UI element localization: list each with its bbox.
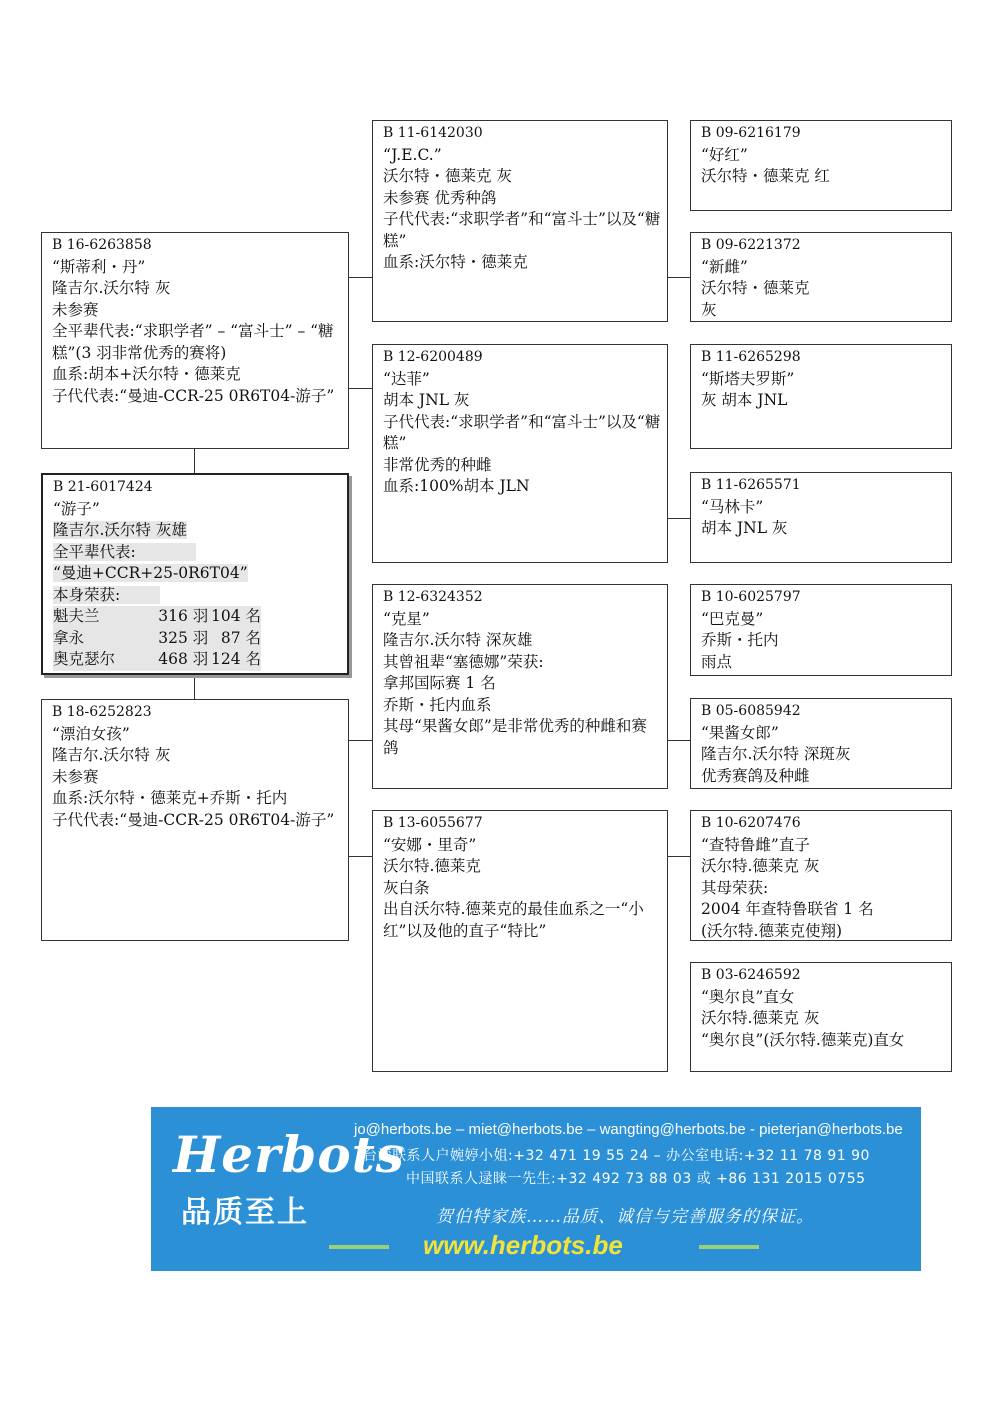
detail-line: 未参赛 [52, 300, 99, 319]
honors-label [53, 585, 341, 607]
detail-line: 隆吉尔.沃尔特 深斑灰 [701, 745, 851, 763]
detail-line: 乔斯・托内 [701, 631, 779, 649]
connector-line [348, 277, 372, 278]
detail-line: 子代代表:“求职学者”和“富斗士”以及“糖糕” [383, 210, 661, 250]
detail-line: “奥尔良”(沃尔特.德莱克)直女 [701, 1030, 905, 1049]
grandparent-card [372, 810, 668, 1072]
detail-line: 血系:100%胡本 JLN [383, 477, 530, 495]
ring-number: B 03-6246592 [701, 967, 801, 983]
subject-card [41, 473, 349, 675]
connector-line [194, 449, 195, 473]
detail-line: 灰 胡本 JNL [701, 391, 788, 409]
pigeon-name: “斯蒂利・丹” [52, 257, 146, 276]
detail-line: 灰白条 [383, 878, 430, 897]
detail-line: (沃尔特.德莱克使翔) [701, 921, 843, 940]
great-grandparent-card [690, 810, 952, 941]
detail-line: 出自沃尔特.德莱克的最佳血系之一“小红”以及他的直子“特比” [383, 900, 644, 940]
herbots-banner [151, 1107, 921, 1271]
detail-line: 全平辈代表:“求职学者” – “富斗士” – “糖糕”(3 羽非常优秀的赛将) [52, 322, 334, 362]
banner-motto: 贺伯特家族……品质、诚信与完善服务的保证。 [436, 1207, 814, 1227]
pigeon-name: “巴克曼” [701, 609, 764, 628]
detail-line: 血系:胡本+沃尔特・德莱克 [52, 365, 241, 383]
pigeon-name: “J.E.C.” [383, 145, 442, 164]
ring-number: B 13-6055677 [383, 815, 483, 831]
detail-line: 胡本 JNL 灰 [383, 391, 470, 409]
grandparent-card [372, 120, 668, 322]
banner-slogan: 品质至上 [181, 1195, 309, 1230]
pigeon-name: “游子” [53, 499, 100, 518]
honor-place: 魁夫兰 [53, 607, 100, 625]
pigeon-name: “新雌” [701, 257, 748, 276]
great-grandparent-card [690, 472, 952, 563]
sibling-value-text: “曼迪+CCR+25-0R6T04” [53, 564, 248, 582]
detail-line: 血系:沃尔特・德莱克+乔斯・托内 [52, 789, 288, 807]
detail-line: 血系:沃尔特・德莱克 [383, 253, 528, 271]
honor-place: 拿永 [53, 628, 85, 647]
contact-emails[interactable]: jo@herbots.be – miet@herbots.be – wangting@herbots.be - pieterjan@herbots.be [354, 1121, 903, 1138]
detail-line: 雨点 [701, 652, 733, 671]
taiwan-contact: 台湾联系人户婉婷小姐:+32 471 19 55 24 – 办公室电话:+32 11 78 91 90 [363, 1148, 870, 1164]
detail-line: 沃尔特・德莱克 灰 [383, 167, 512, 185]
detail-line: 隆吉尔.沃尔特 深灰雄 [383, 631, 533, 649]
herbots-logo: Herbots [173, 1125, 405, 1184]
connector-line [348, 388, 372, 389]
pigeon-name: “查特鲁雌”直子 [701, 835, 810, 854]
pigeon-name: “果酱女郎” [701, 723, 779, 742]
dam-card [41, 699, 349, 941]
detail-line: 子代代表:“求职学者”和“富斗士”以及“糖糕” [383, 412, 661, 452]
honor-place: 奥克瑟尔 [53, 650, 116, 668]
great-grandparent-card [690, 232, 952, 322]
ring-number: B 10-6025797 [701, 589, 801, 605]
pigeon-name: “达菲” [383, 369, 430, 388]
honor-rank: 124 名 [210, 650, 261, 668]
detail-line: 沃尔特.德莱克 灰 [701, 1009, 820, 1027]
detail-line: 未参赛 优秀种鸽 [383, 188, 497, 207]
pigeon-name: “克星” [383, 609, 430, 628]
ring-number: B 11-6265298 [701, 349, 801, 365]
honor-birds: 325 羽 [158, 628, 209, 647]
great-grandparent-card [690, 962, 952, 1072]
honor-rank: 104 名 [210, 607, 261, 625]
ring-number: B 11-6142030 [383, 125, 483, 141]
great-grandparent-card [690, 584, 952, 676]
sibling-label [53, 542, 341, 564]
connector-line [668, 740, 690, 741]
decorative-line-right [699, 1245, 759, 1249]
china-contact: 中国联系人逯睐一先生:+32 492 73 88 03 或 +86 131 2015 0755 [406, 1171, 866, 1187]
detail-line: 胡本 JNL 灰 [701, 519, 788, 537]
honor-birds: 468 羽 [158, 650, 209, 668]
pigeon-name: “奥尔良”直女 [701, 987, 795, 1006]
detail-line: 乔斯・托内血系 [383, 695, 492, 714]
pigeon-name: “好红” [701, 145, 748, 164]
decorative-line-left [329, 1245, 389, 1249]
ring-number: B 21-6017424 [53, 479, 153, 495]
ring-number: B 09-6216179 [701, 125, 801, 141]
detail-line: 灰 [701, 300, 717, 319]
ring-number: B 12-6200489 [383, 349, 483, 365]
ring-number: B 12-6324352 [383, 589, 483, 605]
detail-line: 沃尔特.德莱克 灰 [701, 857, 820, 875]
detail-line: 非常优秀的种雌 [383, 455, 492, 474]
detail-line: 其曾祖辈“塞德娜”荣获: [383, 652, 544, 671]
breeder-text: 隆吉尔.沃尔特 灰雄 [53, 521, 187, 539]
great-grandparent-card [690, 120, 952, 211]
great-grandparent-card [690, 698, 952, 789]
detail-line: 子代代表:“曼迪-CCR-25 0R6T04-游子” [52, 386, 335, 405]
connector-line [348, 856, 372, 857]
ring-number: B 16-6263858 [52, 237, 152, 253]
detail-line: 其母“果酱女郎”是非常优秀的种雌和赛鸽 [383, 717, 647, 757]
sibling-label-text: 全平辈代表: [53, 543, 196, 561]
detail-line: 子代代表:“曼迪-CCR-25 0R6T04-游子” [52, 810, 335, 829]
ring-number: B 10-6207476 [701, 815, 801, 831]
honors-label-text: 本身荣获: [53, 586, 160, 604]
honor-row [53, 628, 261, 650]
connector-line [668, 518, 690, 519]
detail-line: 未参赛 [52, 767, 99, 786]
connector-line [668, 856, 690, 857]
pigeon-name: “斯塔夫罗斯” [701, 369, 795, 388]
connector-line [348, 740, 372, 741]
detail-line: 沃尔特・德莱克 [701, 279, 810, 297]
pigeon-name: “马林卡” [701, 497, 764, 516]
sibling-value [53, 563, 341, 585]
detail-line: 隆吉尔.沃尔特 灰 [52, 746, 171, 764]
grandparent-card [372, 344, 668, 563]
website-link[interactable]: www.herbots.be [423, 1230, 623, 1260]
ring-number: B 09-6221372 [701, 237, 801, 253]
sire-card [41, 232, 349, 449]
pigeon-name: “安娜・里奇” [383, 835, 477, 854]
pigeon-name: “漂泊女孩” [52, 724, 130, 743]
detail-line: 2004 年查特鲁联省 1 名 [701, 900, 874, 918]
detail-line: 沃尔特・德莱克 红 [701, 167, 830, 185]
detail-line: 隆吉尔.沃尔特 灰 [52, 279, 171, 297]
detail-line: 优秀赛鸽及种雌 [701, 766, 810, 785]
detail-line: 沃尔特.德莱克 [383, 857, 481, 875]
breeder-line [53, 520, 341, 542]
honor-birds: 316 羽 [158, 607, 209, 625]
ring-number: B 11-6265571 [701, 477, 801, 493]
connector-line [194, 675, 195, 699]
ring-number: B 05-6085942 [701, 703, 801, 719]
great-grandparent-card [690, 344, 952, 449]
ring-number: B 18-6252823 [52, 704, 152, 720]
honor-rank: 87 名 [220, 628, 261, 647]
detail-line: 拿邦国际赛 1 名 [383, 674, 496, 692]
detail-line: 其母荣获: [701, 878, 769, 897]
honor-row [53, 606, 261, 628]
grandparent-card [372, 584, 668, 789]
honor-row [53, 649, 261, 671]
connector-line [668, 277, 690, 278]
